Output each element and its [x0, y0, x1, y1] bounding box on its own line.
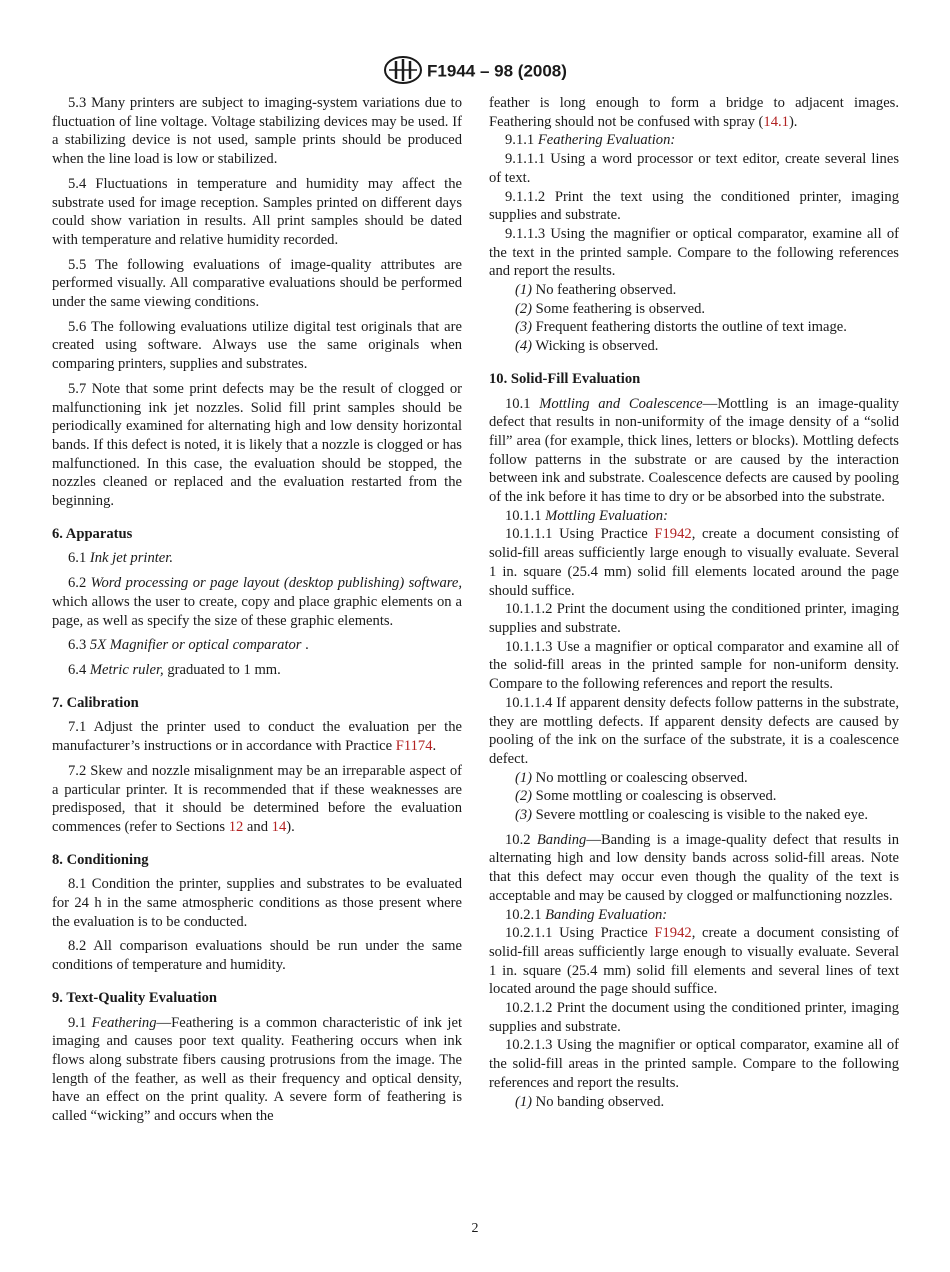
list-item: (2) Some feathering is observed.: [515, 300, 706, 317]
paragraph-5-3: 5.3 Many printers are subject to imaging-system variations due to fluctuation of line voltage. Voltage stabilizing devices may be used. If a stabilizing device is not used, sample prints should be produced when the line load is low or stabilized.: [52, 95, 462, 168]
list-item: (4) Wicking is observed.: [515, 338, 659, 355]
text: graduated to 1 mm.: [163, 661, 281, 678]
link-f1942[interactable]: F1942: [654, 925, 692, 942]
text: which allows the user to create, copy and place graphic elements on a page, as well as specify the size of these graphic elements.: [52, 593, 462, 629]
list-item: (1) No mottling or coalescing observed.: [515, 769, 748, 786]
paragraph-10-1-1-1: [489, 525, 899, 600]
label: Feathering: [91, 1014, 157, 1031]
paragraph-5-6: 5.6 The following evaluations utilize digital test originals that are created using software. Always use the same originals when comparing printers, supplies and substrates.: [52, 318, 462, 373]
text: .: [301, 637, 309, 654]
paragraph-10-1-1-3: 10.1.1.3 Use a magnifier or optical comparator and examine all of the solid-fill areas in the printed sample for non-uniform density. Compare to the following references and report the results.: [489, 638, 899, 693]
section-heading-apparatus: 6. Apparatus: [52, 525, 133, 542]
link-f1942[interactable]: F1942: [654, 526, 692, 543]
text: ).: [286, 818, 295, 835]
number: 10.1: [505, 395, 540, 412]
paragraph-9-1-1-3: 9.1.1.3 Using the magnifier or optical comparator, examine all of the text in the printed sample. Compare to the following references and report the results.: [489, 225, 899, 280]
paragraph-10-1-1-2: 10.1.1.2 Print the document using the conditioned printer, imaging supplies and substrate.: [489, 601, 899, 636]
paragraph-6-1: [52, 549, 462, 568]
section-heading-calibration: 7. Calibration: [52, 694, 139, 711]
left-column: [52, 94, 462, 1126]
link-section-12[interactable]: 12: [228, 818, 244, 835]
list-item: (1) No banding observed.: [515, 1093, 665, 1110]
paragraph-9-1-continued: [489, 94, 899, 131]
paragraph-9-1: [52, 1014, 462, 1126]
paragraph-6-3: [52, 636, 462, 655]
paragraph-9-1-1: [489, 131, 899, 150]
paragraph-7-2: [52, 762, 462, 837]
number: 10.2.1: [505, 906, 546, 923]
text: , create a document consisting of solid-fill areas sufficiently large enough to visually evaluate. Several 1 in. square (25.4 mm) solid fill elements located around the page should suffice.: [489, 526, 899, 599]
paragraph-6-4: [52, 661, 462, 680]
text: , create a document consisting of solid-fill areas sufficiently large enough to visually evaluate. Several 1 in. square (25.4 mm) solid fill elements and several lines of text located around the page should suffice.: [489, 925, 899, 998]
label: Metric ruler,: [89, 661, 164, 678]
paragraph-7-1: [52, 718, 462, 755]
list-item: (3) Frequent feathering distorts the outline of text image.: [515, 319, 847, 336]
paragraph-5-4: 5.4 Fluctuations in temperature and humidity may affect the substrate used for image reception. Samples printed on different days could show variation in results. All print samples should be dated with temperature and relative humidity recorded.: [52, 175, 462, 248]
paragraph-10-1-1: [489, 507, 899, 526]
list-item: (1) No feathering observed.: [515, 282, 677, 299]
text: 10.2.1.1 Using Practice: [505, 925, 655, 942]
paragraph-9-1-1-1: 9.1.1.1 Using a word processor or text editor, create several lines of text.: [489, 151, 899, 186]
section-heading-solid-fill: 10. Solid-Fill Evaluation: [489, 370, 641, 387]
label: Word processing or page layout (desktop publishing) software,: [90, 575, 463, 592]
paragraph-5-5: 5.5 The following evaluations of image-quality attributes are performed visually. All comparative evaluations should be performed under the same viewing conditions.: [52, 256, 462, 311]
label: Mottling Evaluation:: [545, 507, 668, 524]
section-heading-conditioning: 8. Conditioning: [52, 851, 149, 868]
paragraph-6-2: [52, 574, 462, 630]
list-item: (2) Some mottling or coalescing is observed.: [515, 788, 777, 805]
section-heading-text-quality: 9. Text-Quality Evaluation: [52, 989, 218, 1006]
number: 10.1.1: [505, 507, 546, 524]
paragraph-5-7: 5.7 Note that some print defects may be the result of clogged or malfunctioning ink jet nozzles. Solid fill print samples should be periodically examined for alternating high and low density horizontal bands. If this defect is noted, it is likely that a nozzle is clogged or has malfunctioned. In this case, the evaluation should be stopped, the nozzles cleaned or replaced and the evaluation restarted from the beginning.: [52, 380, 462, 510]
paragraph-10-1-1-4: 10.1.1.4 If apparent density defects follow patterns in the substrate, they are mottling defects. If apparent density defects are caused by pooling of the ink on the surface of the substrate, it is a coalescence defect.: [489, 694, 899, 767]
text: —Mottling is an image-quality defect that results in non-uniformity of the image density of a “solid fill” area (for example, thick lines, letters or blocks). Mottling defects follow patterns in the substrate or are caused by the interaction between ink and substrate. Coalescence defects are caused by pooling of the ink before it has time to dry or be absorbed into the substrate.: [489, 395, 900, 506]
paragraph-10-1: [489, 395, 899, 507]
number: 10.2: [505, 831, 537, 848]
paragraph-8-2: 8.2 All comparison evaluations should be run under the same conditions of temperature and humidity.: [52, 938, 462, 974]
number: 9.1: [68, 1014, 92, 1031]
text: 10.1.1.1 Using Practice: [505, 526, 655, 543]
paragraph-10-2-1: [489, 906, 899, 925]
paragraph-10-2-1-2: 10.2.1.2 Print the document using the conditioned printer, imaging supplies and substrate.: [489, 1000, 899, 1035]
number: 6.2: [68, 575, 91, 592]
label: Ink jet printer.: [89, 550, 173, 567]
label: Banding Evaluation:: [545, 906, 668, 923]
link-section-14[interactable]: 14: [271, 818, 287, 835]
text: ).: [788, 113, 798, 130]
paragraph-10-2-1-3: 10.2.1.3 Using the magnifier or optical comparator, examine all of the solid-fill areas in the printed sample. Compare to the following references and report the results.: [489, 1037, 899, 1091]
link-f1174[interactable]: F1174: [395, 738, 433, 755]
astm-logo-icon: [383, 55, 423, 85]
paragraph-9-1-1-2: 9.1.1.2 Print the text using the conditioned printer, imaging supplies and substrate.: [489, 188, 899, 224]
paragraph-8-1: 8.1 Condition the printer, supplies and substrates to be evaluated for 24 h in the same atmospheric conditions as those present where the evaluation is to be conducted.: [52, 876, 462, 930]
link-14-1[interactable]: 14.1: [763, 113, 789, 130]
list-item: (3) Severe mottling or coalescing is visible to the naked eye.: [515, 807, 869, 824]
standard-designation: F1944 – 98 (2008): [427, 61, 567, 81]
text: .: [432, 738, 437, 755]
label: Feathering Evaluation:: [537, 132, 676, 149]
text: 7.1 Adjust the printer used to conduct the evaluation per the manufacturer’s instructions or in accordance with Practice: [52, 719, 462, 755]
paragraph-10-2: [489, 831, 899, 906]
text: —Banding is a image-quality defect that results in alternating high and low density bands across solid-fill areas. Note that this defect may occur even though the quality of the text is acceptable and may be caused by clogged or malfunctioning nozzles.: [489, 831, 900, 904]
number: 6.4: [68, 661, 90, 678]
number: 6.1: [68, 550, 90, 567]
number: 9.1.1: [505, 132, 538, 149]
label: Mottling and Coalescence: [539, 395, 703, 412]
paragraph-10-2-1-1: [489, 924, 899, 999]
right-column: [489, 94, 899, 1111]
text: feather is long enough to form a bridge to adjacent images. Feathering should not be confused with spray (: [489, 95, 899, 130]
label: 5X Magnifier or optical comparator: [89, 637, 302, 654]
text: —Feathering is a common characteristic of ink jet imaging and causes poor text quality. Feathering occurs when ink flows along substrate fibers causing protrusions from the image. The length of the feather, as well as their frequency and optical density, have an effect on the print quality. A severe form of feathering is called “wicking” and occurs when the: [52, 1014, 462, 1125]
text: and: [243, 818, 272, 835]
page-header: [0, 57, 950, 87]
label: Banding: [536, 831, 587, 848]
number: 6.3: [68, 637, 90, 654]
text: 7.2 Skew and nozzle misalignment may be an irreparable aspect of a particular printer. It is recommended that if these weaknesses are predisposed, that it should be determined before the evaluation commences (refer to Sections: [52, 762, 462, 835]
page-number: 2: [471, 1221, 479, 1236]
